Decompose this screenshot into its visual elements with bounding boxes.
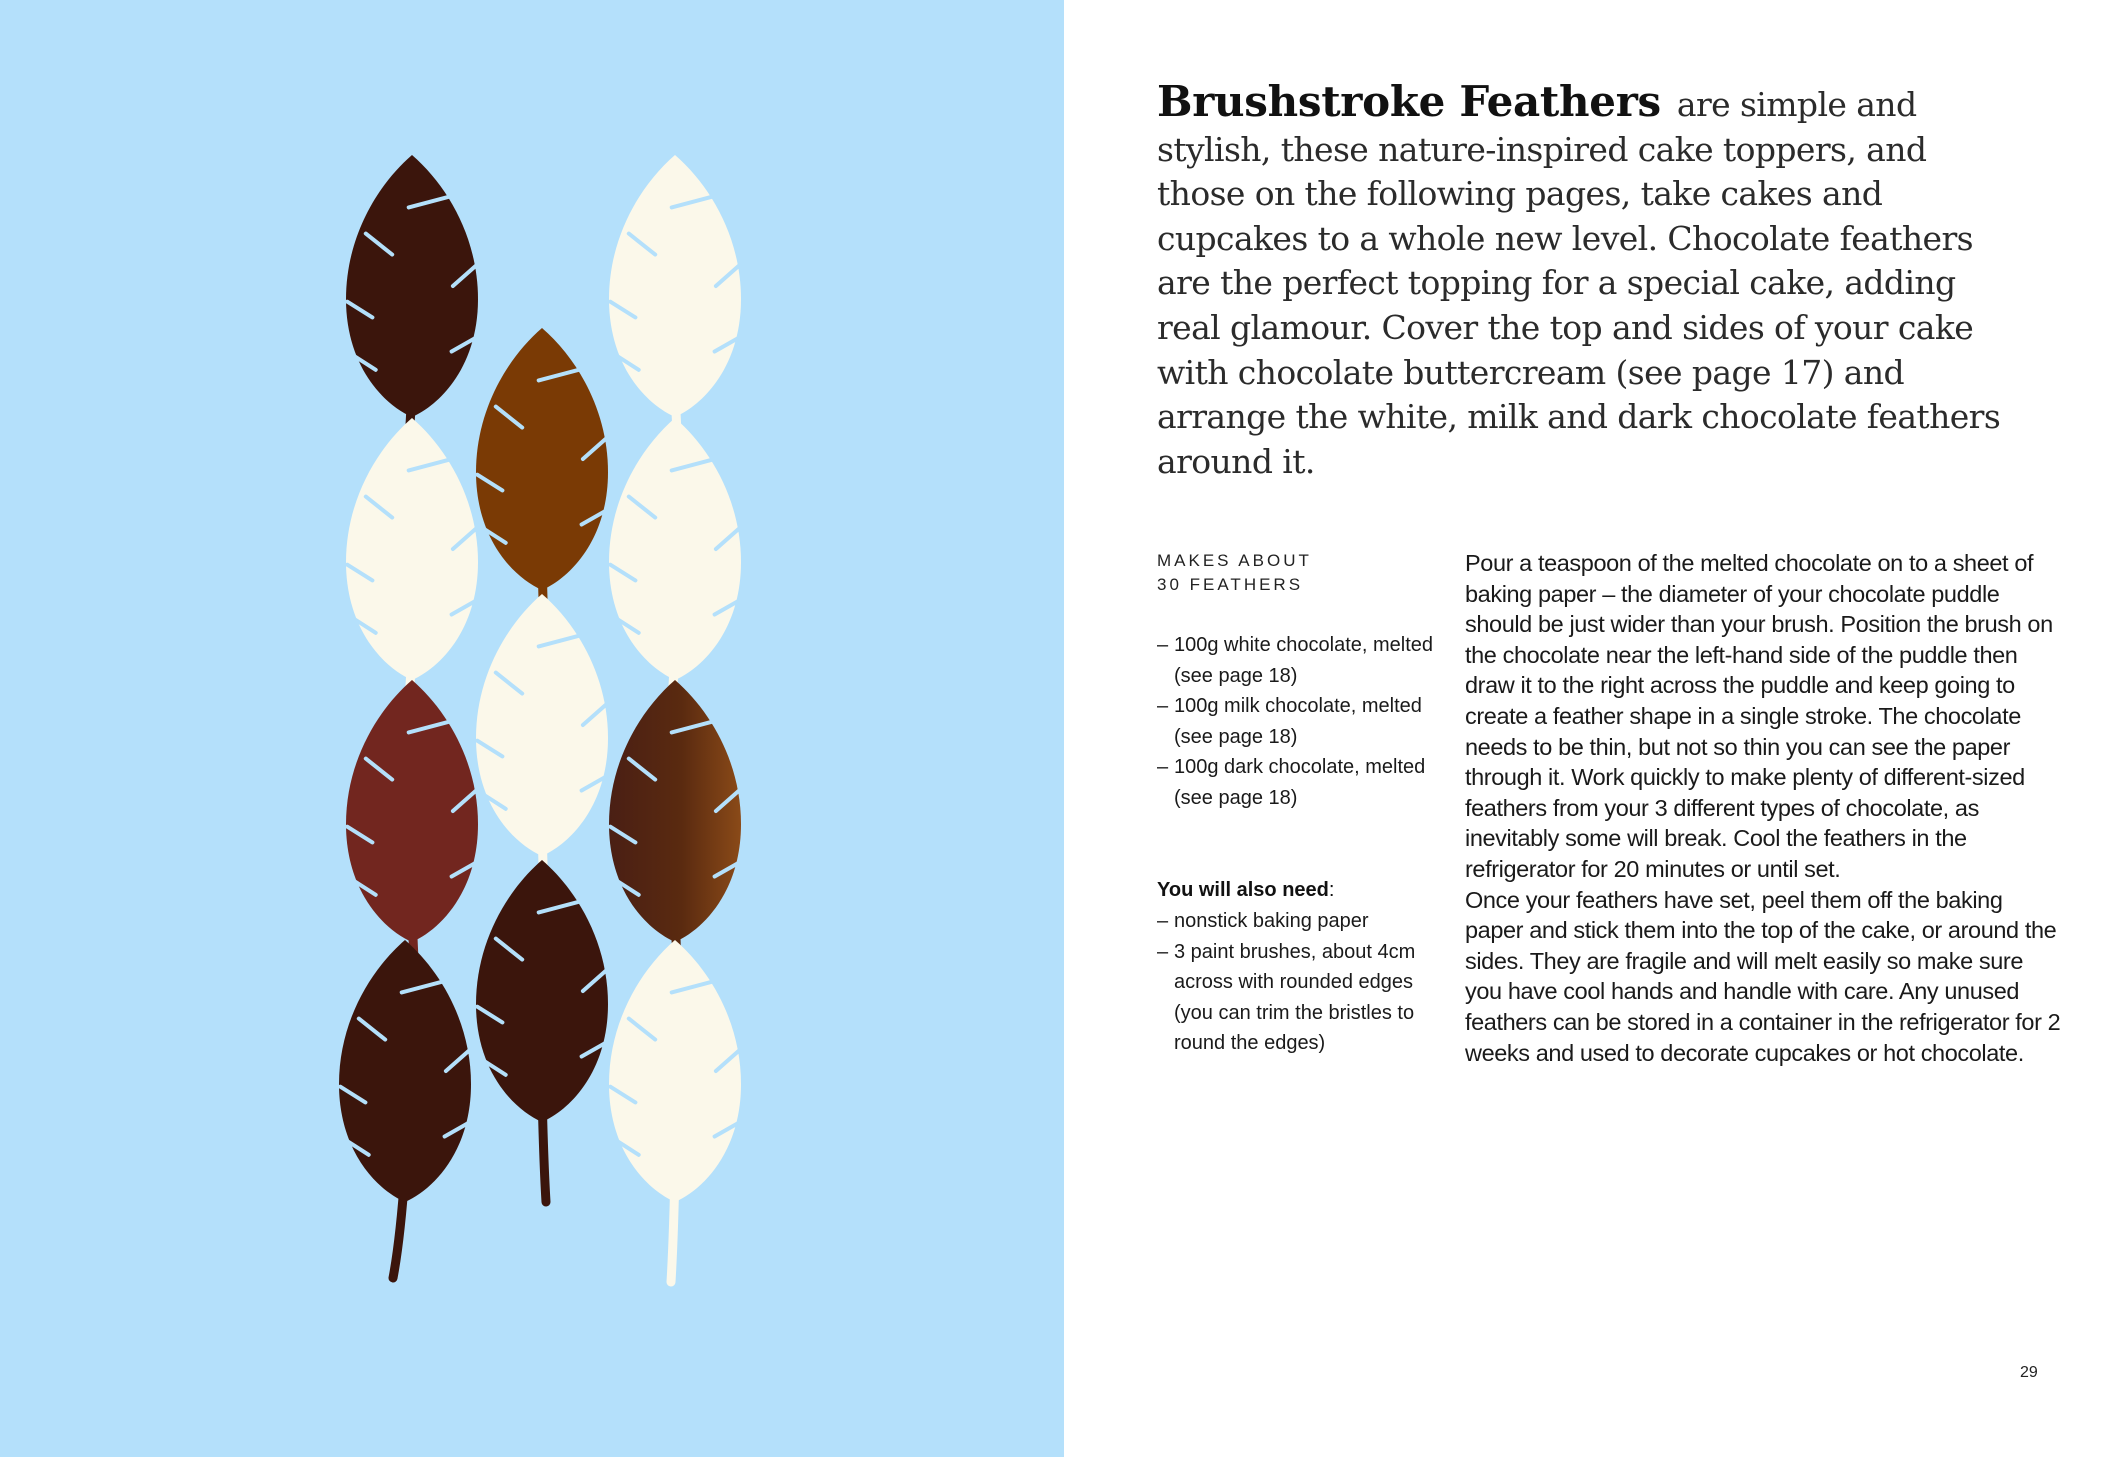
method-text <box>1465 548 2065 1068</box>
page-number: 29 <box>2020 1364 2038 1381</box>
intro-text: are simple and stylish, these nature-inspired cake toppers, and those on the following pages, take cakes and cupcakes to a whole new level. Chocolate feathers are the perfect topping for a special cake, adding real glamour. Cover the top and sides of your cake with chocolate buttercream (see page 17) and arrange the white, milk and dark chocolate feathers around it. <box>1157 85 2001 481</box>
equipment-list <box>1157 906 1457 1059</box>
text-page <box>1064 0 2126 1457</box>
method-paragraph: Pour a teaspoon of the melted chocolate on to a sheet of baking paper – the diameter of your chocolate puddle should be just wider than your brush. Position the brush on the chocolate near the left-hand side of the puddle then draw it to the right across the puddle and keep going to create a feather shape in a single stroke. The chocolate needs to be thin, but not so thin you can see the paper through it. Work quickly to make plenty of different-sized feathers from your 3 different types of chocolate, as inevitably some will break. Cool the feathers in the refrigerator for 20 minutes or until set. <box>1465 550 2053 882</box>
recipe-title: Brushstroke Feathers <box>1157 77 1661 126</box>
ingredient-item: – 100g white chocolate, melted (see page 18) <box>1157 630 1457 691</box>
equipment-heading-colon: : <box>1328 879 1335 901</box>
ingredient-item: – 100g dark chocolate, melted (see page 18) <box>1157 752 1457 813</box>
equipment-heading-text: You will also need <box>1157 879 1329 901</box>
yield-line-2: 30 FEATHERS <box>1157 575 1304 594</box>
yield-label <box>1157 549 1407 597</box>
equipment-heading <box>1157 875 1334 906</box>
yield-line-1: MAKES ABOUT <box>1157 551 1312 570</box>
ingredient-list <box>1157 630 1457 814</box>
intro-paragraph <box>1157 77 2007 484</box>
chocolate-feather-icon <box>339 940 471 1278</box>
chocolate-feather-icon <box>609 940 741 1282</box>
chocolate-feather-icon <box>476 860 608 1202</box>
ingredient-item: – 100g milk chocolate, melted (see page 18) <box>1157 691 1457 752</box>
method-paragraph: Once your feathers have set, peel them off the baking paper and stick them into the top of the cake, or around the sides. They are fragile and will melt easily so make sure you have cool hands and handle with care. Any unused feathers can be stored in a container in the refrigerator for 2 weeks and used to decorate cupcakes or hot chocolate. <box>1465 886 2061 1066</box>
equipment-item: – 3 paint brushes, about 4cm across with rounded edges (you can trim the bristles to round the edges) <box>1157 937 1457 1059</box>
equipment-item: – nonstick baking paper <box>1157 906 1457 937</box>
